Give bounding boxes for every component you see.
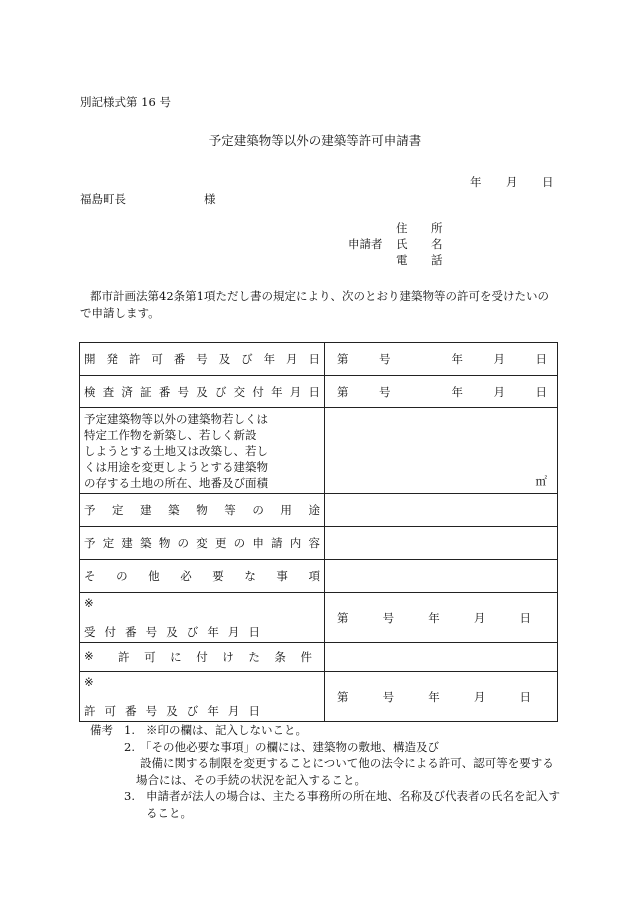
month-label: 月 [493,352,505,366]
row-other-matters [80,560,558,593]
office-use-mark: ※ [84,649,94,663]
note-text: ること。 [146,805,192,820]
value-inspection-certificate[interactable] [325,376,558,408]
area-unit: ㎡ [535,474,547,488]
addressee [80,191,216,207]
note-text: 設備に関する制限を変更することについて他の法令による許可、認可等を要する [140,756,554,770]
month-label: 月 [473,610,486,625]
application-date [470,174,554,190]
value-change-details[interactable] [325,527,558,560]
value-land-location[interactable] [325,408,558,494]
day-label: 日 [519,610,531,625]
applicant-label: 申請者 [348,237,383,251]
note-number: 2. [124,739,135,754]
row-receipt-number [80,593,558,643]
value-development-permit[interactable] [325,343,558,376]
label-permit-conditions [80,643,325,672]
land-location-line: 特定工作物を新築し、若しく新設 [84,427,257,442]
land-location-line: の存する土地の所在、地番及び面積 [84,475,268,490]
year-label: 年 [428,689,440,704]
value-receipt-number[interactable] [325,593,558,643]
note-text: 場合には、その手続の状況を記入すること。 [136,772,366,787]
row-permit-conditions [80,643,558,672]
go-label: 号 [382,610,395,625]
land-location-line: しようとする土地又は改築し、若し [84,443,268,458]
go-label: 号 [379,352,391,366]
dai-label: 第 [337,384,349,399]
row-intended-use [80,494,558,527]
date-day-label: 日 [542,175,554,189]
year-label: 年 [428,610,440,625]
date-year-label: 年 [470,175,482,189]
form-number: 別記様式第 16 号 [80,95,171,109]
remarks [90,722,560,821]
dai-label: 第 [337,352,349,366]
note-text: 申請者が法人の場合は、主たる事務所の所在地、名称及び代表者の氏名を記入す [146,789,560,803]
permit-conditions-label: 許可に付けた条件 [118,650,312,664]
label-development-permit: 開発許可番号及び年月日 [80,343,325,376]
value-permit-number[interactable] [325,672,558,722]
addressee-honorific: 様 [204,192,216,206]
row-development-permit [80,343,558,376]
applicant-phone-label: 電 話 [396,253,449,267]
go-label: 号 [382,689,395,704]
applicant-address-label: 住 所 [396,221,449,235]
applicant-name-label: 氏 名 [396,237,449,251]
day-label: 日 [535,352,547,366]
row-change-details [80,527,558,560]
office-use-mark: ※ [84,674,94,689]
remarks-heading: 備考 [90,723,113,737]
value-permit-conditions[interactable] [325,643,558,672]
row-permit-number [80,672,558,722]
note-number: 1. [124,723,135,737]
month-label: 月 [493,384,505,399]
land-location-line: 予定建築物等以外の建築物若しくは [84,411,268,426]
note-text: 「その他必要な事項」の欄には、建築物の敷地、構造及び [140,739,439,754]
month-label: 月 [473,689,486,704]
label-change-details: 予定建築物の変更の申請内容 [80,527,325,560]
receipt-number-label: 受付番号及び年月日 [84,624,260,639]
label-permit-number [80,672,325,722]
go-label: 号 [379,384,391,399]
application-table [79,342,558,722]
permit-number-label: 許可番号及び年月日 [84,703,260,718]
label-inspection-certificate: 検査済証番号及び交付年月日 [80,376,325,408]
row-land-location [80,408,558,494]
intro-text: 都市計画法第42条第1項ただし書の規定により、次のとおり建築物等の許可を受けたいので申請します。 [80,289,549,320]
dai-label: 第 [337,689,349,704]
row-inspection-certificate [80,376,558,408]
note-text: ※印の欄は、記入しないこと。 [146,723,307,737]
date-month-label: 月 [506,175,518,189]
note-number: 3. [124,789,135,803]
label-other-matters: その他必要な事項 [80,560,325,593]
label-land-location [80,408,325,494]
document-title: 予定建築物等以外の建築等許可申請書 [208,133,422,148]
office-use-mark: ※ [84,595,94,610]
label-receipt-number [80,593,325,643]
value-other-matters[interactable] [325,560,558,593]
land-location-line: くは用途を変更しようとする建築物 [84,459,268,474]
applicant-block [348,220,449,268]
day-label: 日 [519,689,531,704]
year-label: 年 [451,384,463,399]
label-intended-use: 予定建築物等の用途 [80,494,325,527]
value-intended-use[interactable] [325,494,558,527]
day-label: 日 [535,384,547,399]
dai-label: 第 [337,610,349,625]
addressee-name: 福島町長 [80,192,126,206]
year-label: 年 [451,352,463,366]
